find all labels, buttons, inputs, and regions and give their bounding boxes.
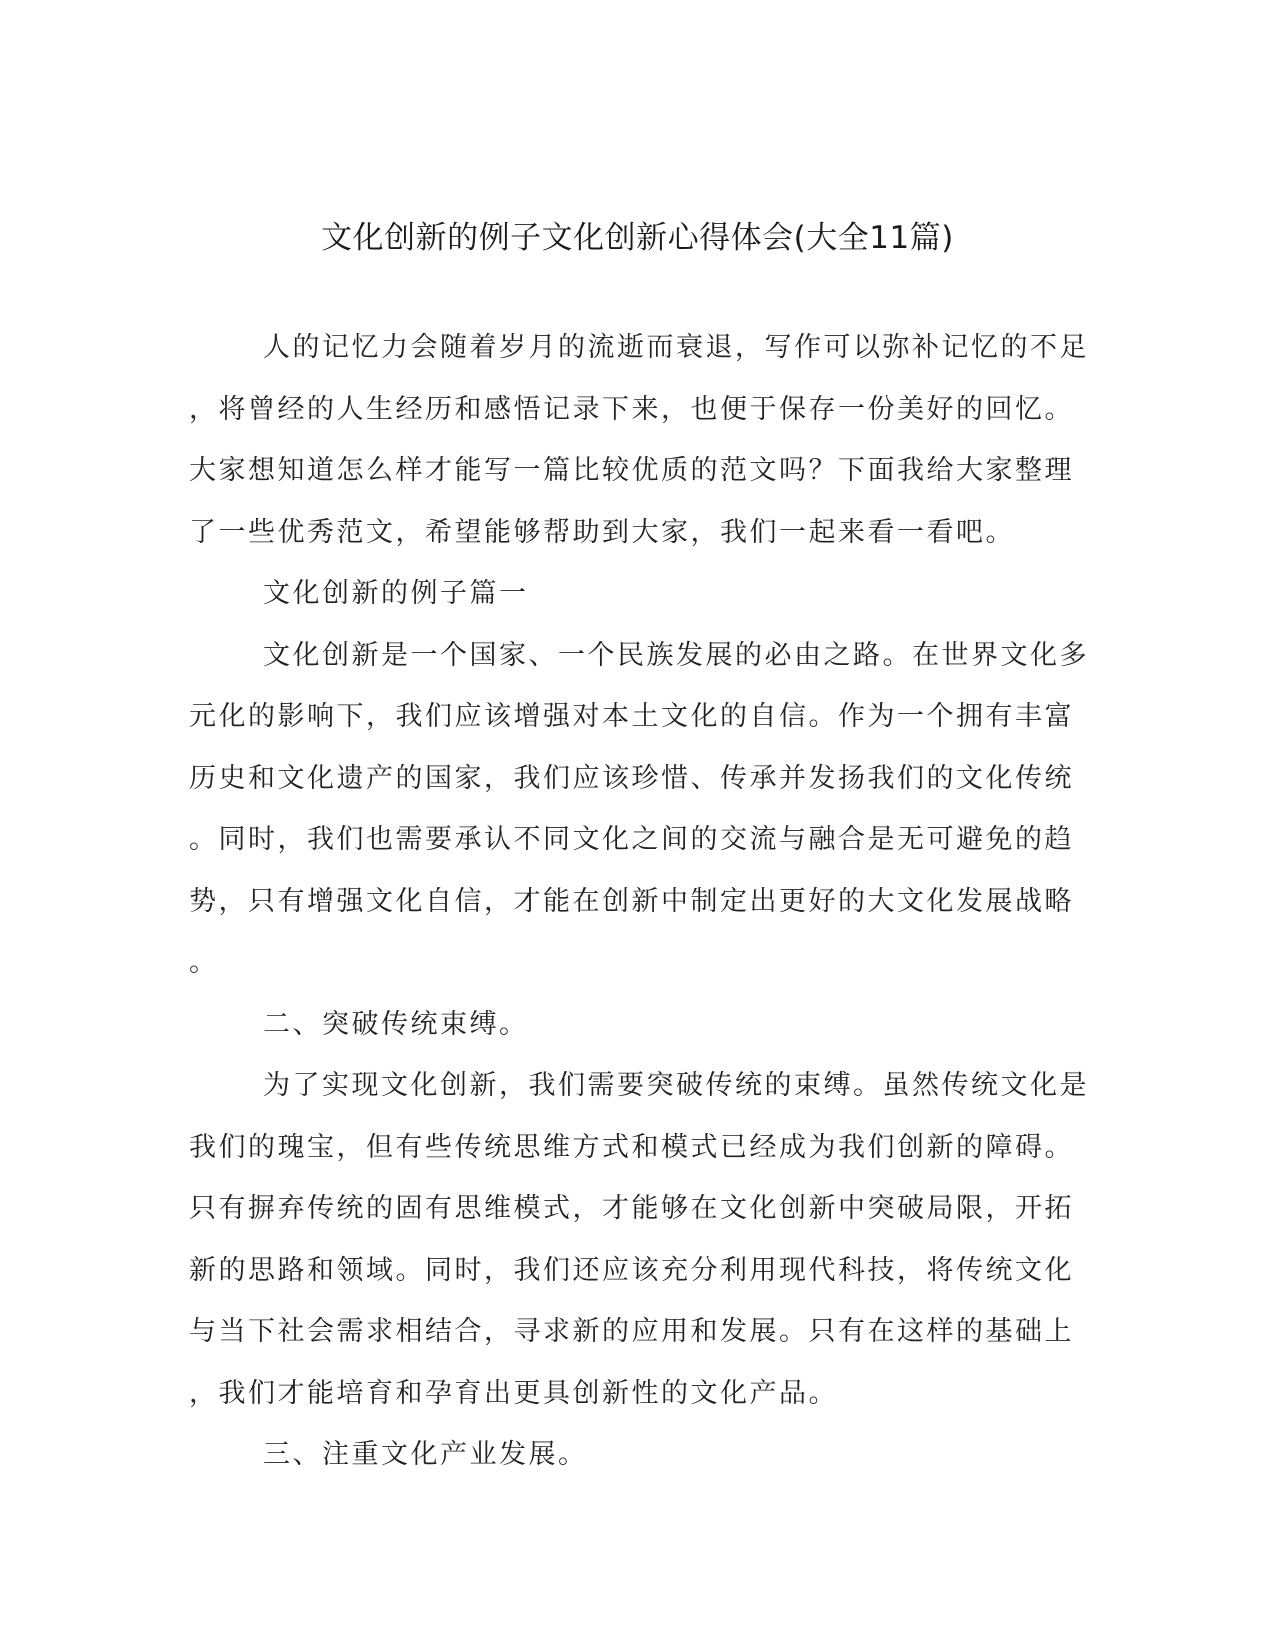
text-line: 与当下社会需求相结合，寻求新的应用和发展。只有在这样的基础上 [189,1316,1074,1347]
text-line: 为了实现文化创新，我们需要突破传统的束缚。虽然传统文化是 [263,1070,1089,1101]
text-line: 势，只有增强文化自信，才能在创新中制定出更好的大文化发展战略 [189,885,1074,917]
document-title: 文化创新的例子文化创新心得体会(大全11篇) [321,220,954,256]
document-body [189,326,1089,1495]
text-line: 元化的影响下，我们应该增强对本土文化的自信。作为一个拥有丰富 [189,701,1074,732]
text-line: 历史和文化遗产的国家，我们应该珍惜、传承并发扬我们的文化传统 [189,762,1074,794]
text-line: 大家想知道怎么样才能写一篇比较优质的范文吗？下面我给大家整理 [189,455,1074,486]
text-line: 只有摒弃传统的固有思维模式，才能够在文化创新中突破局限，开拓 [189,1193,1074,1224]
text-line: 文化创新是一个国家、一个民族发展的必由之路。在世界文化多 [263,639,1089,671]
text-line: 人的记忆力会随着岁月的流逝而衰退，写作可以弥补记忆的不足 [263,332,1089,363]
text-line: ，我们才能培育和孕育出更具创新性的文化产品。 [189,1377,838,1409]
text-line: ，将曾经的人生经历和感悟记录下来，也便于保存一份美好的回忆。 [189,393,1074,425]
subsection-heading: 二、突破传统束缚。 [263,1008,529,1040]
text-line: 了一些优秀范文，希望能够帮助到大家，我们一起来看一看吧。 [189,516,1015,548]
text-line: 。同时，我们也需要承认不同文化之间的交流与融合是无可避免的趋 [189,824,1074,855]
text-line: 我们的瑰宝，但有些传统思维方式和模式已经成为我们创新的障碍。 [189,1131,1074,1163]
text-line: 。 [189,947,219,978]
text-line: 新的思路和领域。同时，我们还应该充分利用现代科技，将传统文化 [189,1254,1074,1286]
section-heading: 文化创新的例子篇一 [263,578,529,609]
subsection-heading: 三、注重文化产业发展。 [263,1439,588,1470]
